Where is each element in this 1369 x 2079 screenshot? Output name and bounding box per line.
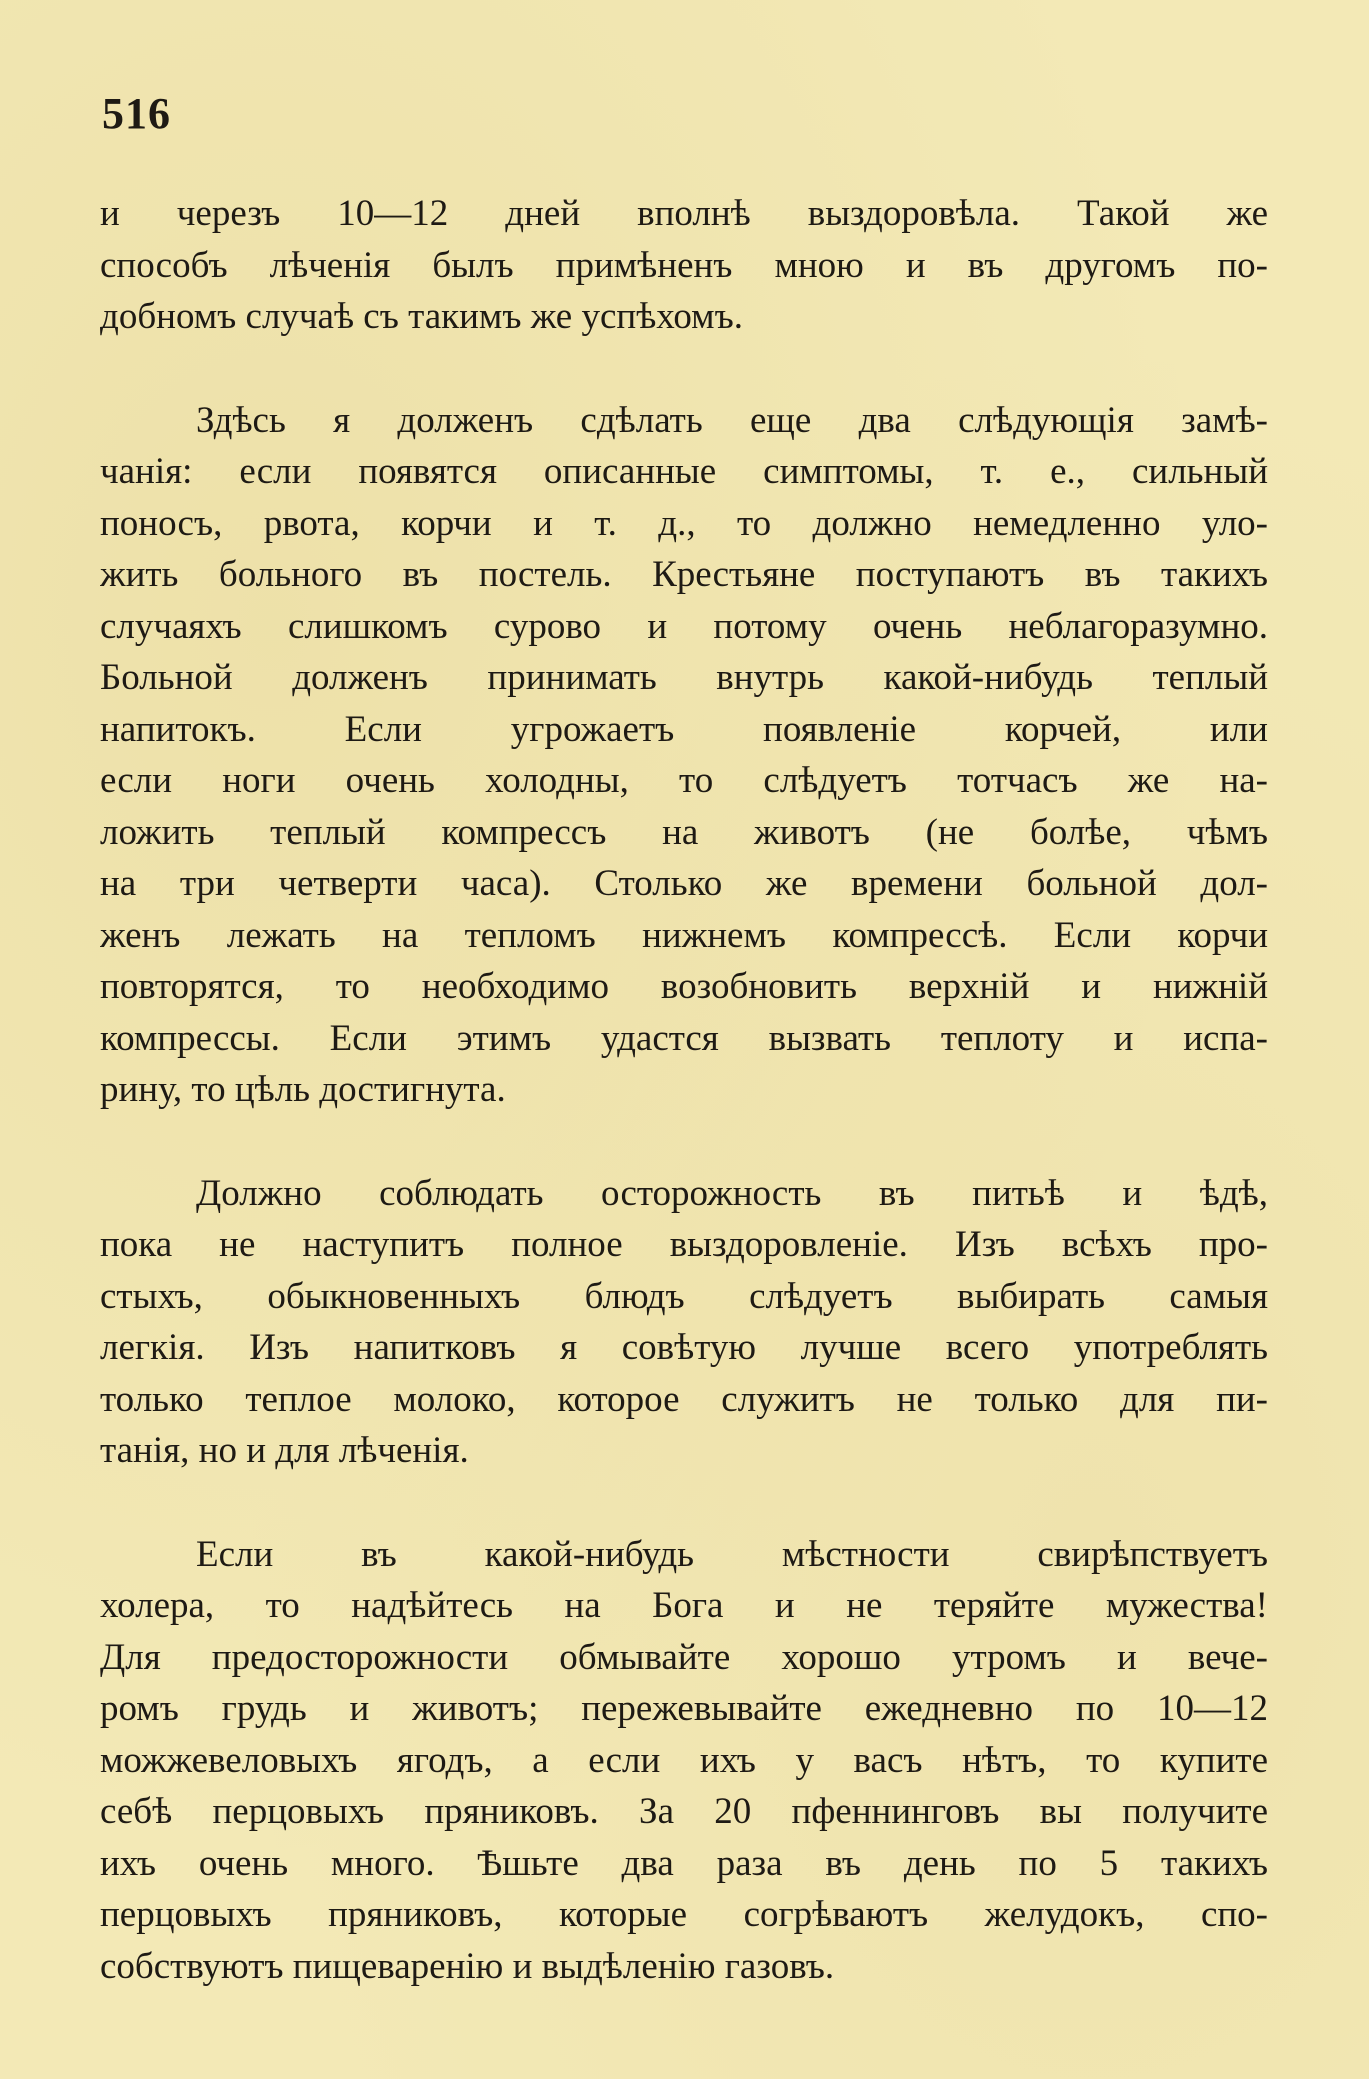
text-line: повторятся, то необходимо возобновить верхній и нижній xyxy=(100,966,1268,1007)
text-line: компрессы. Если этимъ удастся вызвать теплоту и испа- xyxy=(100,1017,1268,1059)
text-line: собствуютъ пищеваренію и выдѣленію газовъ. xyxy=(100,1945,835,1987)
body-text xyxy=(100,188,1268,2044)
paragraph-3 xyxy=(100,1168,1268,1477)
text-line: женъ лежать на тепломъ нижнемъ компрессѣ. Если корчи xyxy=(100,914,1268,956)
text-line: Больной долженъ принимать внутрь какой-нибудь теплый xyxy=(100,657,1268,698)
paragraph-2 xyxy=(100,395,1268,1116)
text-line: добномъ случаѣ съ такимъ же успѣхомъ. xyxy=(100,296,743,337)
text-line: Должно соблюдать осторожность въ питьѣ и ѣдѣ, xyxy=(196,1172,1268,1214)
text-line: напитокъ. Если угрожаетъ появленіе корчей, или xyxy=(100,708,1268,750)
text-line: способъ лѣченія былъ примѣненъ мною и въ другомъ по- xyxy=(100,244,1268,286)
page-number: 516 xyxy=(102,89,171,138)
text-line: ихъ очень много. Ѣшьте два раза въ день по 5 такихъ xyxy=(100,1842,1268,1884)
text-line: перцовыхъ пряниковъ, которые согрѣваютъ желудокъ, спо- xyxy=(100,1894,1268,1935)
text-line: случаяхъ слишкомъ сурово и потому очень неблагоразумно. xyxy=(100,605,1268,647)
text-line: ромъ грудь и животъ; пережевывайте ежедневно по 10—12 xyxy=(100,1688,1268,1729)
text-line: только теплое молоко, которое служитъ не только для пи- xyxy=(100,1378,1268,1420)
text-line: если ноги очень холодны, то слѣдуетъ тотчасъ же на- xyxy=(100,760,1268,801)
text-line: поносъ, рвота, корчи и т. д., то должно немедленно уло- xyxy=(100,502,1268,544)
paragraph-4 xyxy=(100,1529,1268,1993)
text-line: Для предосторожности обмывайте хорошо утромъ и вече- xyxy=(100,1636,1268,1678)
text-line: пока не наступитъ полное выздоровленіе. Изъ всѣхъ про- xyxy=(100,1224,1268,1265)
text-line: и черезъ 10—12 дней вполнѣ выздоровѣла. Такой же xyxy=(100,193,1268,234)
text-line: ложить теплый компрессъ на животъ (не болѣе, чѣмъ xyxy=(100,811,1268,853)
text-line: можжевеловыхъ ягодъ, а если ихъ у васъ нѣтъ, то купите xyxy=(100,1739,1268,1781)
text-line: рину, то цѣль достигнута. xyxy=(100,1069,506,1110)
text-line: чанія: если появятся описанные симптомы, т. е., сильный xyxy=(100,451,1268,492)
text-line: себѣ перцовыхъ пряниковъ. За 20 пфеннинговъ вы получите xyxy=(100,1791,1268,1832)
text-line: на три четверти часа). Столько же времени больной дол- xyxy=(100,863,1268,904)
text-line: стыхъ, обыкновенныхъ блюдъ слѣдуетъ выбирать самыя xyxy=(100,1275,1268,1317)
text-line: жить больного въ постель. Крестьяне поступаютъ въ такихъ xyxy=(100,554,1268,595)
text-line: Если въ какой-нибудь мѣстности свирѣпствуетъ xyxy=(196,1533,1268,1575)
text-line: легкія. Изъ напитковъ я совѣтую лучше всего употреблять xyxy=(100,1327,1268,1368)
paragraph-1 xyxy=(100,188,1268,343)
text-line: Здѣсь я долженъ сдѣлать еще два слѣдующія замѣ- xyxy=(196,399,1268,441)
text-line: холера, то надѣйтесь на Бога и не теряйте мужества! xyxy=(100,1585,1268,1626)
text-line: танія, но и для лѣченія. xyxy=(100,1430,469,1471)
